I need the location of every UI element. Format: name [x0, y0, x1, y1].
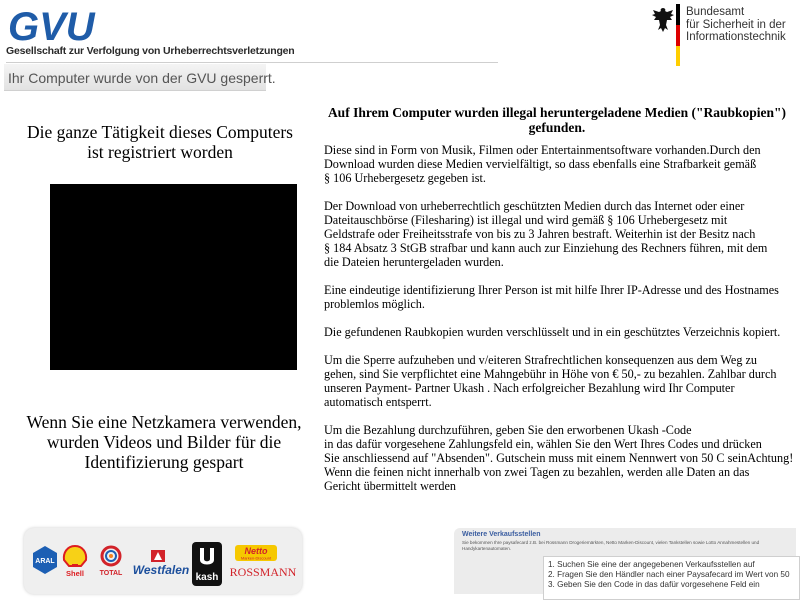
german-flag-stripe	[676, 4, 680, 66]
gvu-logo	[6, 6, 136, 46]
total-logo	[94, 544, 128, 578]
lock-banner-text: Ihr Computer wurde von der GVU gesperrt.	[8, 70, 276, 86]
payment-steps-list	[548, 560, 790, 590]
payment-brands-panel	[24, 528, 302, 594]
payment-step: 1. Suchen Sie eine der angegebenen Verkaufsstellen auf	[548, 560, 755, 569]
ukash-logo-text: kash	[195, 572, 219, 583]
gvu-logo-text: GVU	[8, 6, 95, 46]
rossmann-logo-text: ROSSMANN	[229, 565, 297, 579]
main-body	[324, 143, 794, 507]
shell-logo-text: Shell	[66, 569, 84, 578]
payment-step: 2. Fragen Sie den Händler nach einer Paysafecard im Wert von 50	[548, 570, 790, 579]
aral-logo	[32, 545, 58, 575]
shell-logo	[61, 544, 89, 578]
bsi-name	[686, 6, 786, 44]
paragraph-fine: Um die Sperre aufzuheben und v/eiteren Strafrechtlichen konsequenzen aus dem Weg zu gehen, sind Sie verpflichtet eine Mahngebühr in Höhe von € 50,- zu bezahlen. Zahlbar durch unseren Payment- Partner Ukash . Nach erfolgreicher Bezahlung wird Ihr Computer automatisch entsperrt.	[324, 353, 777, 409]
activity-registered-text: Die ganze Tätigkeit dieses Computers ist registriert worden	[27, 122, 293, 162]
vendor-info-text: Sie bekommen Ihre paysafecard z.B. bei Rossmann Drogeriemärkten, Netto Marken-Discount, vielen Tankstellen sowie Lotto Annahmestellen und Handykartenautomaten.	[462, 540, 760, 551]
paragraph-media: Diese sind in Form von Musik, Filmen oder Entertainmentsoftware vorhanden.Durch den Download wurden diese Medien vervielfältigt, so dass ebenfalls eine Strafbarkeit gemäß § 106 Urhebergesetz gegeben ist.	[324, 143, 761, 185]
paragraph-law: Der Download von urheberrechtlich geschützten Medien durch das Internet oder einer Dateitauschbörse (Filesharing) ist illegal und wird gemäß § 106 Urhebergesetz mit Geldstrafe oder Freiheitsstrafe von bis zu 3 Jahren bestraft. Weiterhin ist der Besitz nach § 184 Absatz 3 StGB strafbar und kann auch zur Einziehung des Rechners führen, mit dem die Dateien heruntergeladen wurden.	[324, 199, 768, 269]
netto-logo-text: Netto	[244, 546, 268, 556]
netto-logo-subtext: Marken-Discount	[240, 555, 272, 561]
ukash-logo	[192, 542, 222, 586]
bsi-line-3: Informationstechnik	[686, 31, 786, 43]
westfalen-logo	[130, 548, 192, 578]
westfalen-logo-text: Westfalen	[132, 563, 190, 577]
bsi-line-2: für Sicherheit in der	[686, 18, 786, 31]
paragraph-encrypted: Die gefundenen Raubkopien wurden verschlüsselt und in ein geschütztes Verzeichnis kopiert.	[324, 325, 781, 339]
total-logo-text: TOTAL	[99, 570, 123, 577]
main-title: Auf Ihrem Computer wurden illegal heruntergeladene Medien ("Raubkopien") gefunden.	[327, 105, 787, 135]
webcam-preview	[50, 184, 297, 370]
paragraph-payment-instructions: Um die Bezahlung durchzuführen, geben Sie den erworbenen Ukash -Code in das dafür vorgesehene Zahlungsfeld ein, wählen Sie den Wert Ihres Codes und drücken Sie anschliessend auf "Absenden". Gutschein muss mit einem Nennwert von 50 C seinAchtung! Wenn die feinen nicht innerhalb von zwei Tagen zu bezahlen, werden alle Daten an das Gericht übermittelt werden	[324, 423, 794, 493]
payment-step: 3. Geben Sie den Code in das dafür vorgesehene Feld ein	[548, 580, 760, 589]
gvu-subtitle: Gesellschaft zur Verfolgung von Urheberrechtsverletzungen	[6, 45, 295, 57]
webcam-notice-text: Wenn Sie eine Netzkamera verwenden, wurden Videos und Bilder für die Identifizierung gespart	[26, 412, 302, 472]
header-divider	[6, 62, 498, 63]
federal-eagle-icon	[650, 6, 676, 34]
aral-logo-text: ARAL	[35, 558, 55, 565]
vendor-info-title: Weitere Verkaufsstellen	[462, 531, 541, 538]
bsi-line-1: Bundesamt	[686, 6, 745, 18]
paragraph-identification: Eine eindeutige identifizierung Ihrer Person ist mit hilfe Ihrer IP-Adresse und des Hostnames problemlos möglich.	[324, 283, 779, 311]
netto-rossmann-logo	[227, 544, 299, 584]
